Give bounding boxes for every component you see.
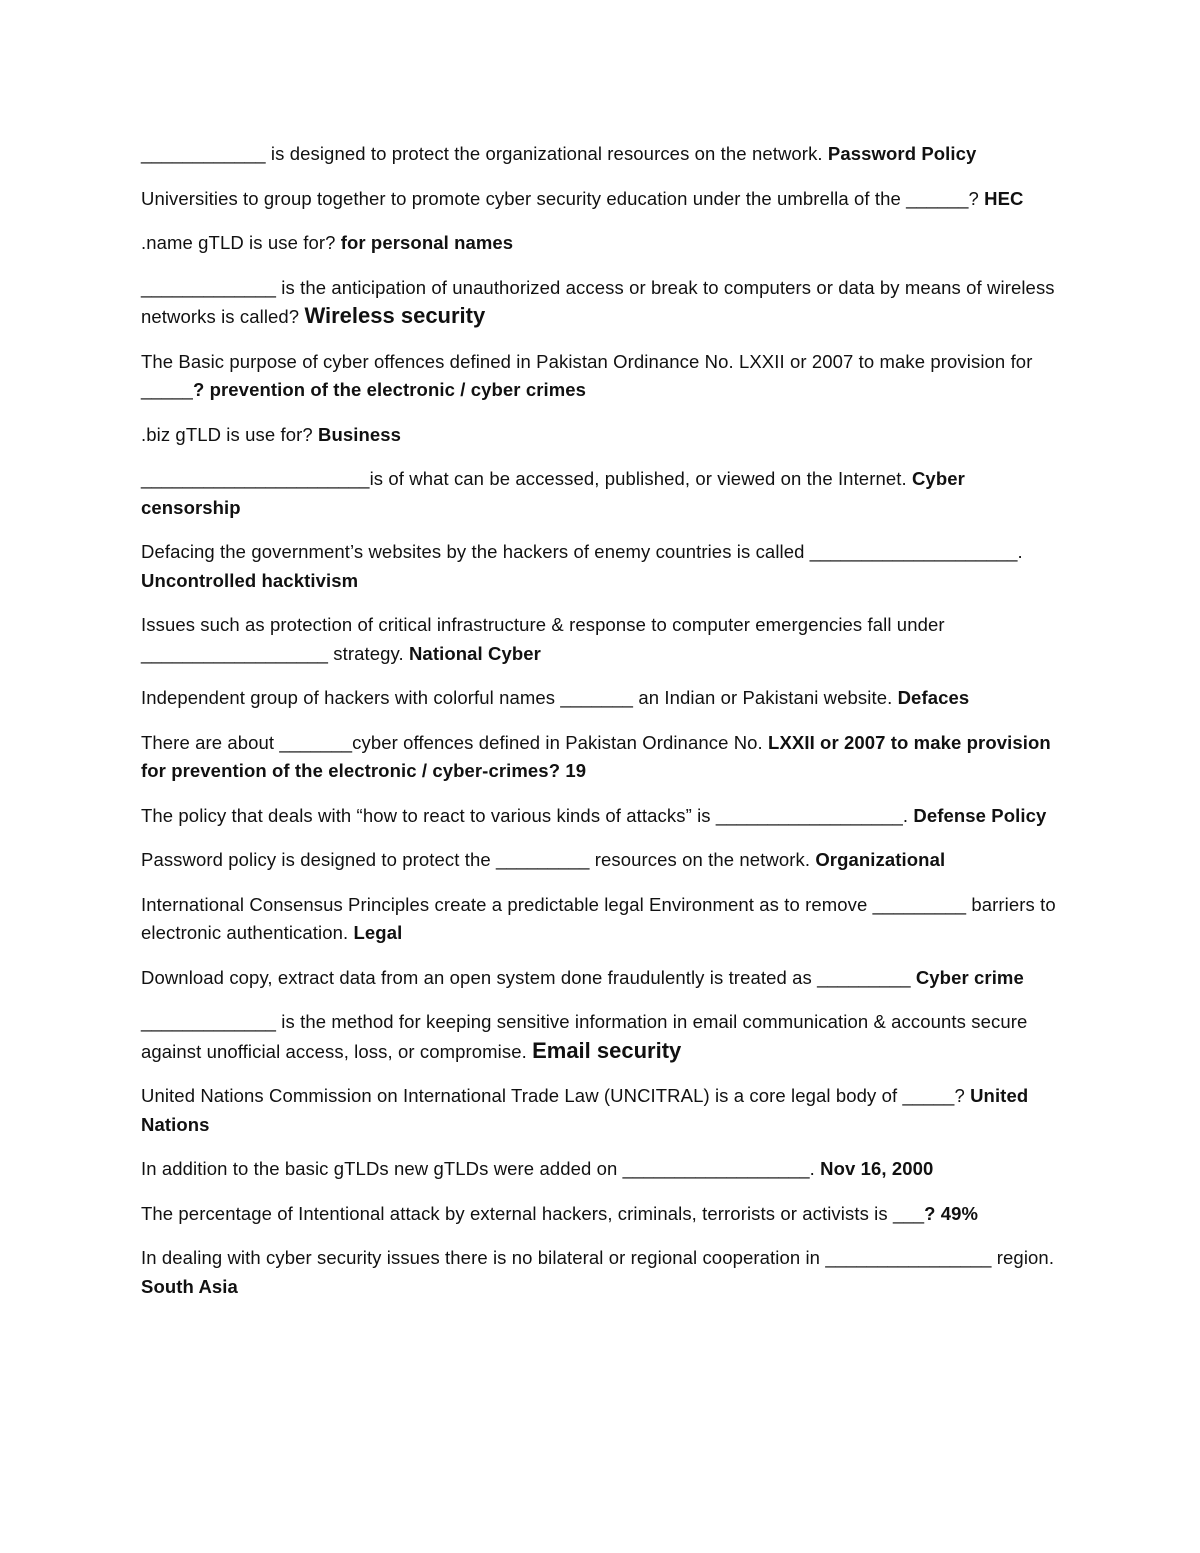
question-text: ? [968, 187, 985, 209]
answer-text: Email security [532, 1037, 682, 1063]
question-text: International Consensus Principles create a predictable legal Environment as to remove [141, 893, 873, 915]
question-17 [141, 1082, 1061, 1139]
answer-blank: ____________ [141, 143, 266, 164]
answer-text: for personal names [340, 232, 514, 253]
question-text: Download copy, extract data from an open system done fraudulently is treated as [141, 966, 818, 988]
answer-blank: _________ [495, 849, 590, 870]
question-text: . [902, 804, 914, 826]
question-text: There are about [141, 731, 280, 753]
question-text: is of what can be accessed, published, or viewed on the Internet. [369, 468, 912, 489]
answer-blank: _____ [141, 379, 193, 400]
answer-blank: _____________ [141, 276, 277, 298]
question-text: is the anticipation of unauthorized access or break to computers or data by means of wireless networks is called? [141, 276, 1055, 327]
answer-blank: __________________ [141, 642, 328, 664]
question-13 [141, 846, 1061, 875]
answer-text: Defaces [897, 687, 970, 708]
answer-text: Wireless security [304, 303, 486, 328]
answer-blank: __________________ [715, 804, 903, 826]
answer-text: Nov 16, 2000 [820, 1158, 934, 1179]
question-16 [141, 1008, 1061, 1066]
question-7 [141, 465, 1061, 522]
question-text: The percentage of Intentional attack by external hackers, criminals, terrorists or activists is [141, 1202, 893, 1224]
question-9 [141, 611, 1061, 668]
question-text: Issues such as protection of critical infrastructure & response to computer emergencies fall under [141, 614, 945, 635]
answer-blank: _________ [872, 893, 967, 915]
question-text: is the method for keeping sensitive information in email communication & accounts secure against unofficial access, loss, or compromise. [141, 1011, 1028, 1062]
question-20 [141, 1244, 1061, 1301]
answer-text: South Asia [141, 1275, 238, 1297]
question-text: region. [991, 1247, 1055, 1268]
question-text: . [1017, 541, 1023, 562]
question-text: an Indian or Pakistani website. [633, 687, 898, 708]
answer-text: ? 49% [924, 1202, 979, 1224]
question-text: In dealing with cyber security issues there is no bilateral or regional cooperation in [141, 1247, 826, 1268]
question-text: The policy that deals with “how to react to various kinds of attacks” is [141, 804, 716, 826]
question-text: United Nations Commission on International Trade Law (UNCITRAL) is a core legal body of [141, 1085, 903, 1106]
question-15 [141, 964, 1061, 993]
answer-text: Cyber crime [915, 966, 1024, 988]
answer-text: United Nations [141, 1085, 1029, 1135]
question-text: .name gTLD is use for? [141, 232, 341, 253]
answer-text: LXXII or 2007 to make provision for prevention of the electronic / cyber-crimes? 19 [141, 731, 1051, 781]
question-text: .biz gTLD is use for? [141, 423, 318, 445]
answer-blank: ______ [906, 187, 969, 209]
answer-blank: _________ [817, 966, 911, 988]
question-text: Password policy is designed to protect the [141, 849, 496, 870]
answer-text: Business [318, 423, 402, 445]
question-10 [141, 684, 1061, 713]
question-text: cyber offences defined in Pakistan Ordinance No. [352, 731, 769, 753]
answer-blank: ____________________ [809, 541, 1018, 562]
answer-text: Defense Policy [913, 804, 1047, 826]
question-text: ? [954, 1085, 971, 1106]
answer-text: Organizational [815, 849, 946, 870]
question-14 [141, 891, 1061, 948]
question-text: The Basic purpose of cyber offences defined in Pakistan Ordinance No. LXXII or 2007 to make provision for [141, 350, 1033, 372]
answer-blank: _____ [902, 1085, 955, 1106]
question-text: resources on the network. [589, 849, 816, 870]
question-text: Defacing the government’s websites by the hackers of enemy countries is called [141, 541, 810, 562]
question-4 [141, 274, 1061, 332]
answer-text: Uncontrolled hacktivism [141, 569, 359, 591]
answer-blank: _______ [279, 731, 353, 753]
question-text: strategy. [328, 642, 409, 664]
question-1 [141, 140, 1061, 169]
answer-blank: ___ [892, 1202, 925, 1224]
answer-text: National Cyber [408, 642, 541, 664]
question-text: . [809, 1158, 821, 1179]
answer-blank: ________________ [825, 1247, 992, 1268]
answer-blank: ______________________ [141, 468, 370, 489]
question-text: barriers to electronic authentication. [141, 893, 1056, 943]
answer-text: Legal [353, 922, 403, 943]
question-5 [141, 348, 1061, 405]
question-text: Universities to group together to promote cyber security education under the umbrella of the [141, 187, 907, 209]
answer-blank: __________________ [622, 1158, 810, 1179]
answer-blank: _______ [560, 687, 634, 708]
question-12 [141, 802, 1061, 831]
answer-text: HEC [984, 187, 1024, 209]
answer-text: Password Policy [827, 143, 977, 164]
question-text: is designed to protect the organizational resources on the network. [265, 143, 828, 164]
question-2 [141, 185, 1061, 214]
answer-blank: _____________ [141, 1011, 277, 1032]
question-11 [141, 729, 1061, 786]
answer-text: ? prevention of the electronic / cyber crimes [192, 379, 587, 400]
document-body [141, 140, 1061, 1317]
question-19 [141, 1200, 1061, 1229]
question-text: Independent group of hackers with colorful names [141, 687, 561, 708]
answer-text: Cyber censorship [141, 468, 965, 518]
question-18 [141, 1155, 1061, 1184]
question-3 [141, 229, 1061, 258]
question-6 [141, 421, 1061, 450]
question-text: In addition to the basic gTLDs new gTLDs were added on [141, 1158, 623, 1179]
question-8 [141, 538, 1061, 595]
